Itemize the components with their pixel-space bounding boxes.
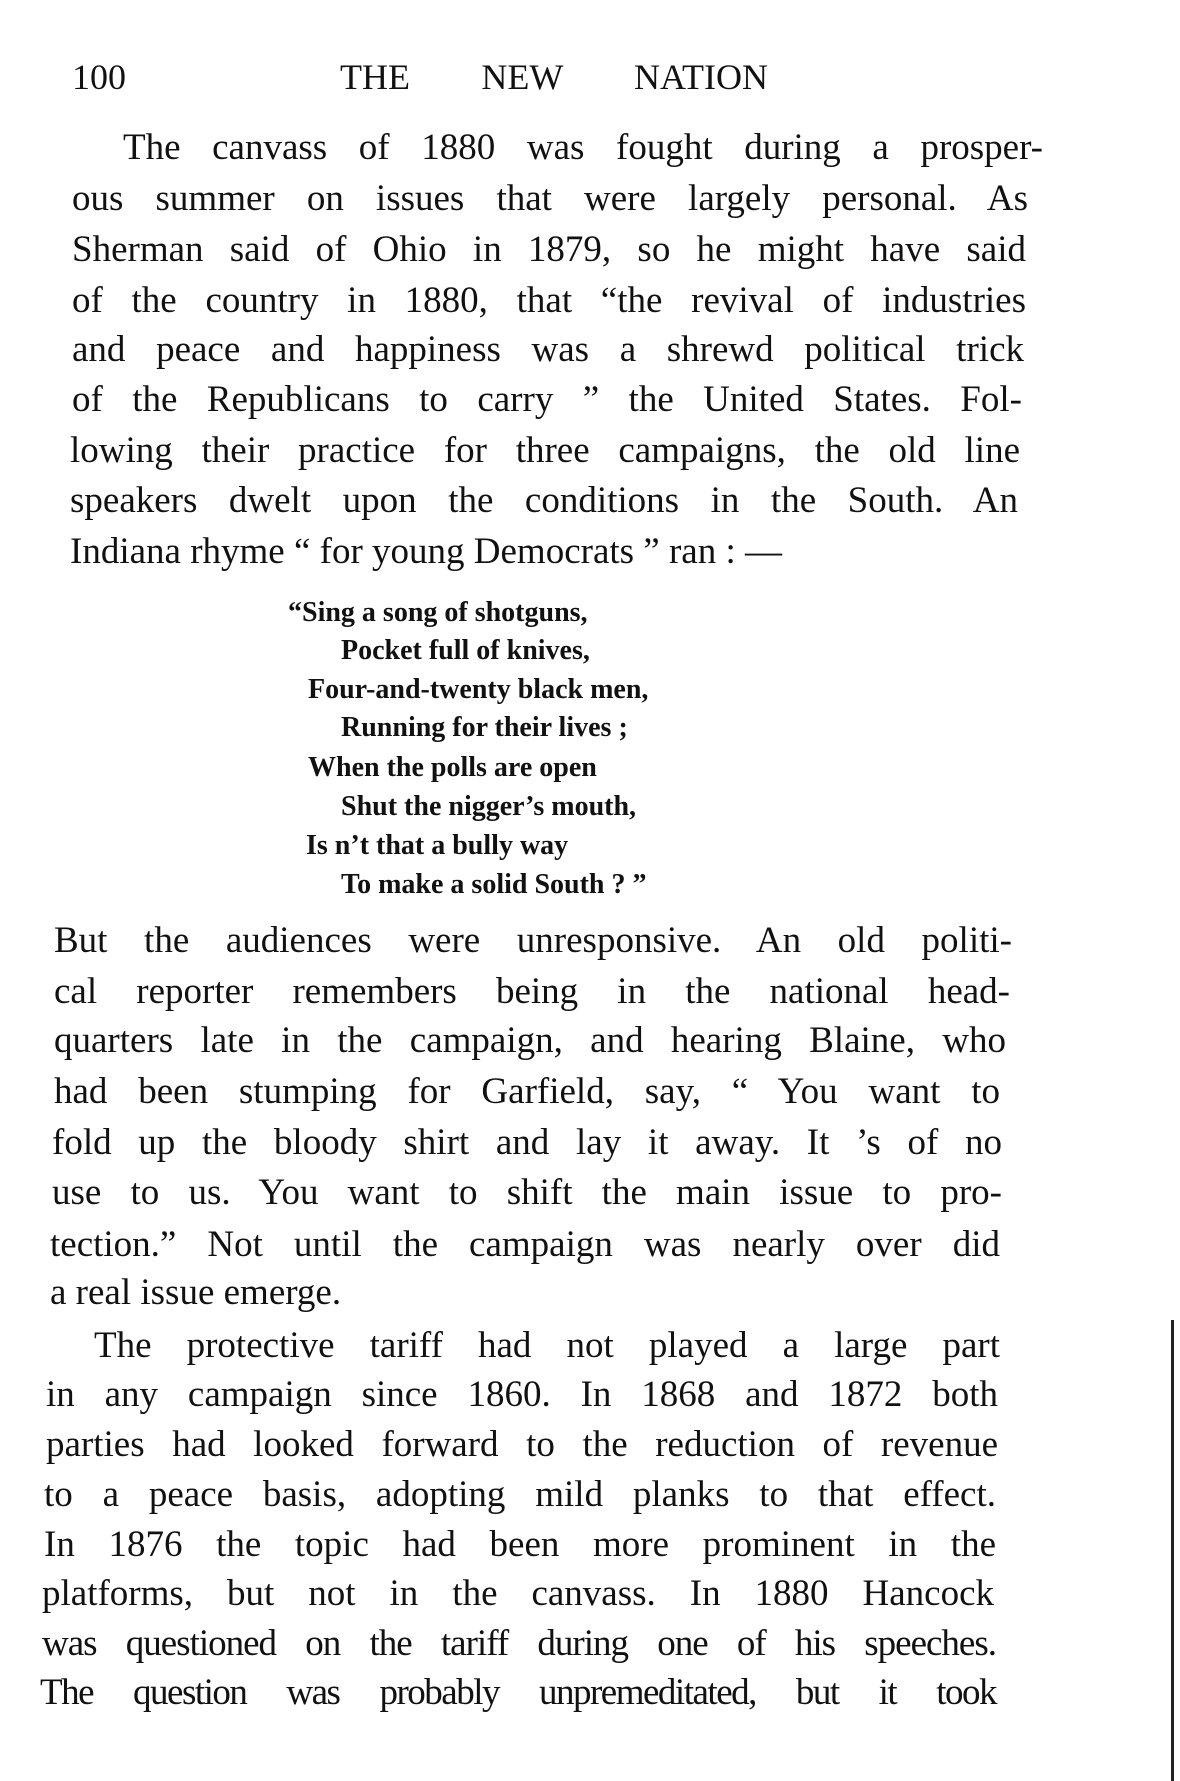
text-line: The canvass of 1880 was fought during a prosper- bbox=[123, 127, 1043, 168]
poem-line: Is n’t that a bully way bbox=[306, 830, 569, 861]
text-line: in any campaign since 1860. In 1868 and 1872 both bbox=[46, 1374, 998, 1415]
poem-line: “Sing a song of shotguns, bbox=[288, 597, 588, 628]
running-title: THE NEW NATION bbox=[340, 57, 768, 97]
text-line: and peace and happiness was a shrewd political trick bbox=[72, 329, 1024, 370]
text-line: fold up the bloody shirt and lay it away. It ’s of no bbox=[52, 1122, 1002, 1163]
scan-edge-line bbox=[1171, 1320, 1174, 1781]
poem-line: Pocket full of knives, bbox=[341, 635, 590, 666]
text-line: cal reporter remembers being in the national head- bbox=[54, 971, 1010, 1012]
text-line: In 1876 the topic had been more prominent in the bbox=[44, 1524, 996, 1565]
text-line: parties had looked forward to the reduction of revenue bbox=[46, 1424, 998, 1465]
text-line: had been stumping for Garfield, say, “ You want to bbox=[54, 1071, 1000, 1112]
poem-line: Running for their lives ; bbox=[341, 712, 628, 743]
text-line: lowing their practice for three campaigns, the old line bbox=[70, 430, 1020, 471]
text-line: was questioned on the tariff during one of his speeches. bbox=[42, 1623, 996, 1664]
text-line: of the Republicans to carry ” the United States. Fol- bbox=[72, 379, 1022, 420]
poem-line: To make a solid South ? ” bbox=[341, 869, 647, 900]
poem-line: Four-and-twenty black men, bbox=[308, 674, 649, 705]
text-line: of the country in 1880, that “the revival of industries bbox=[72, 280, 1026, 321]
page-number: 100 bbox=[72, 57, 126, 97]
poem-line: When the polls are open bbox=[308, 752, 597, 783]
text-line: platforms, but not in the canvass. In 1880 Hancock bbox=[42, 1573, 994, 1614]
text-line: The protective tariff had not played a large part bbox=[94, 1325, 1000, 1366]
text-line: ous summer on issues that were largely personal. As bbox=[72, 178, 1028, 219]
text-line: quarters late in the campaign, and hearing Blaine, who bbox=[54, 1020, 1006, 1061]
text-line: use to us. You want to shift the main issue to pro- bbox=[52, 1172, 1002, 1213]
text-line: tection.” Not until the campaign was nearly over did bbox=[50, 1224, 1000, 1265]
text-line: speakers dwelt upon the conditions in the South. An bbox=[70, 480, 1018, 521]
poem-line: Shut the nigger’s mouth, bbox=[341, 791, 637, 822]
text-line: a real issue emerge. bbox=[50, 1272, 342, 1313]
text-line: The question was probably unpremeditated, but it took bbox=[40, 1672, 996, 1713]
text-line: Indiana rhyme “ for young Democrats ” ran : — bbox=[70, 531, 782, 572]
text-line: to a peace basis, adopting mild planks to that effect. bbox=[44, 1474, 996, 1515]
text-line: Sherman said of Ohio in 1879, so he might have said bbox=[72, 229, 1026, 270]
text-line: But the audiences were unresponsive. An old politi- bbox=[54, 920, 1012, 961]
